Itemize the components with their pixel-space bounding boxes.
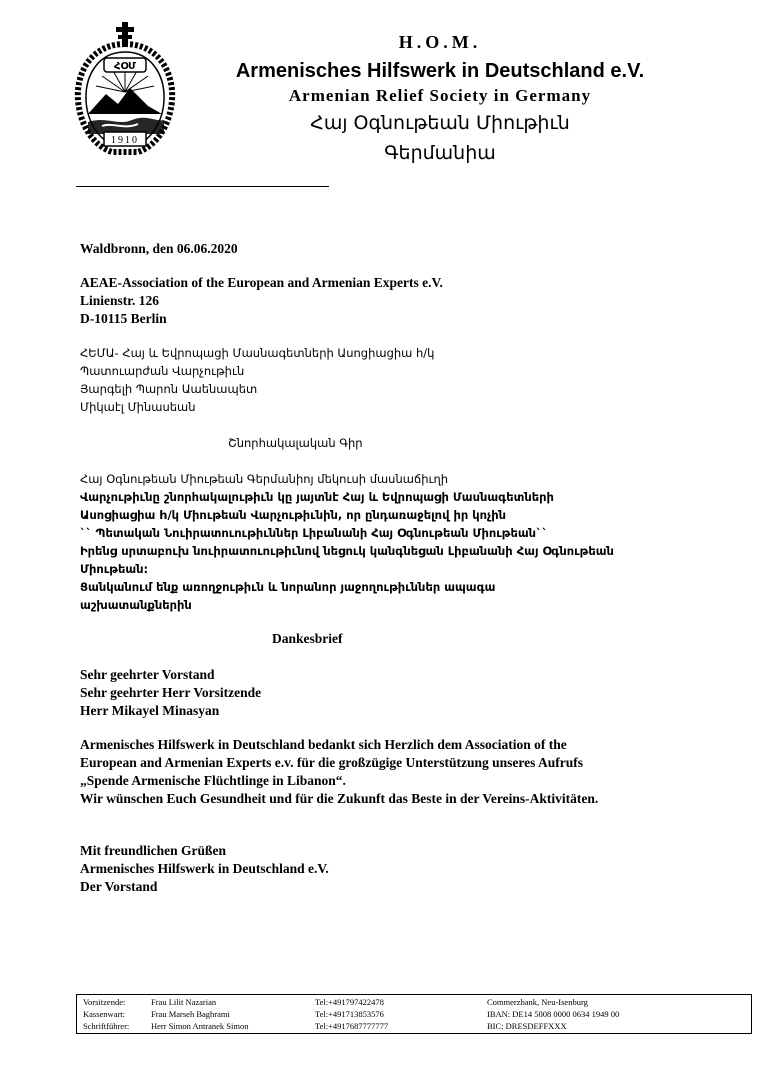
svg-text:ՀՕՄ: ՀՕՄ: [114, 61, 136, 72]
recipient-armenian-line: Միկաէլ Մինասեան: [80, 400, 196, 414]
org-name-english: Armenian Relief Society in Germany: [288, 86, 592, 105]
body-german-line: European and Armenian Experts e.v. für die großzügige Unterstützung unseres Aufrufs: [80, 755, 584, 770]
footer-name: Frau Lilit Nazarian: [151, 997, 217, 1007]
org-abbreviation: H.O.M.: [398, 32, 482, 52]
recipient-armenian-line: ՀԵՄԱ- Հայ և Եվրոպացի Մասնագետների Ասոցիացիա h/կ: [80, 346, 435, 360]
body-german-line: Wir wünschen Euch Gesundheit und für die Zukunft das Beste in der Vereins-Aktivitäten.: [80, 791, 599, 806]
footer-bank-line: Commerzbank, Neu-Isenburg: [487, 997, 588, 1007]
closing-line: Mit freundlichen Grüßen: [80, 843, 227, 858]
footer-phones: [315, 996, 388, 1032]
body-german-line: „Spende Armenische Flüchtlinge in Libanon“.: [80, 773, 346, 788]
org-name-german: Armenisches Hilfswerk in Deutschland e.V.: [235, 60, 645, 82]
body-armenian-line: աշխատանքներին: [80, 598, 192, 612]
body-armenian-line: Ասոցիացիա h/կ Միութեան Վարչութիւնին, որ ընդառաջելով իր կոչին: [80, 508, 507, 522]
recipient-line: Linienstr. 126: [80, 293, 160, 308]
salutation-line: Sehr geehrter Vorstand: [80, 667, 215, 682]
footer-role: Vorsitzende:: [83, 997, 126, 1007]
footer-contact-box: [76, 994, 752, 1034]
recipient-line: D-10115 Berlin: [80, 311, 167, 326]
footer-role: Kassenwart:: [83, 1009, 126, 1019]
org-name-armenian: Հայ Օգնութեան Միութիւն: [310, 112, 570, 134]
footer-roles: [83, 996, 129, 1032]
salutation-line: Herr Mikayel Minasyan: [80, 703, 220, 718]
body-armenian-line: Ցանկանում ենք առողջութիւն և նորանոր յաջողութիւններ ապագա: [80, 580, 496, 594]
recipient-armenian-line: Պատուարժան Վարչութիւն: [80, 364, 245, 378]
footer-role: Schriftführer:: [83, 1021, 130, 1031]
svg-text:1910: 1910: [111, 135, 139, 146]
body-armenian-line: Հայ Օգնութեան Միութեան Գերմանիոյ մեկուսի մասնաճիւղի: [80, 472, 449, 486]
body-armenian-line: Իրենց սրտաբուխ նուիրատուութիւնով նեցուկ կանգնեցան Լիբանանի Հայ Օգնութեան: [80, 544, 614, 558]
closing-signature: Der Vorstand: [80, 879, 158, 894]
footer-names: [151, 996, 249, 1032]
footer-phone: Tel:+491797422478: [315, 997, 384, 1007]
body-german-line: Armenisches Hilfswerk in Deutschland bedankt sich Herzlich dem Association of the: [80, 737, 567, 752]
footer-phone: Tel:+4917687777777: [315, 1021, 389, 1031]
header-divider: [76, 186, 329, 187]
body-armenian-line: `` Պետական Նուիրատուութիւններ Լիբանանի Հայ Օգնութեան Միութեան``: [80, 526, 548, 540]
organization-logo-emblem: [72, 22, 178, 158]
org-location-armenian: Գերմանիա: [384, 142, 496, 164]
footer-bank: [487, 996, 619, 1032]
body-armenian-line: Վարչութիւնը շնորհակալութիւն կը յայտնէ Հայ և Եվրոպացի Մասնագետների: [80, 490, 554, 504]
body-armenian-line: Միութեան:: [80, 562, 149, 576]
recipient-line: AEAE-Association of the European and Armenian Experts e.V.: [80, 275, 443, 290]
footer-name: Herr Simon Antranek Simon: [151, 1021, 249, 1031]
letter-title-armenian: Շնորհակալական Գիր: [228, 436, 363, 450]
letter-date: Waldbronn, den 06.06.2020: [80, 241, 238, 256]
footer-bank-line: BIC: DRESDEFFXXX: [487, 1021, 567, 1031]
footer-phone: Tel:+491713853576: [315, 1009, 384, 1019]
salutation-line: Sehr geehrter Herr Vorsitzende: [80, 685, 262, 700]
closing-line: Armenisches Hilfswerk in Deutschland e.V.: [80, 861, 329, 876]
letter-title-german: Dankesbrief: [272, 631, 343, 646]
footer-bank-line: IBAN: DE14 5008 0000 0634 1949 00: [487, 1009, 620, 1019]
recipient-armenian-line: Յարգելի Պարոն Աաենապետ: [80, 382, 258, 396]
footer-name: Frau Marseh Baghrami: [151, 1009, 230, 1019]
